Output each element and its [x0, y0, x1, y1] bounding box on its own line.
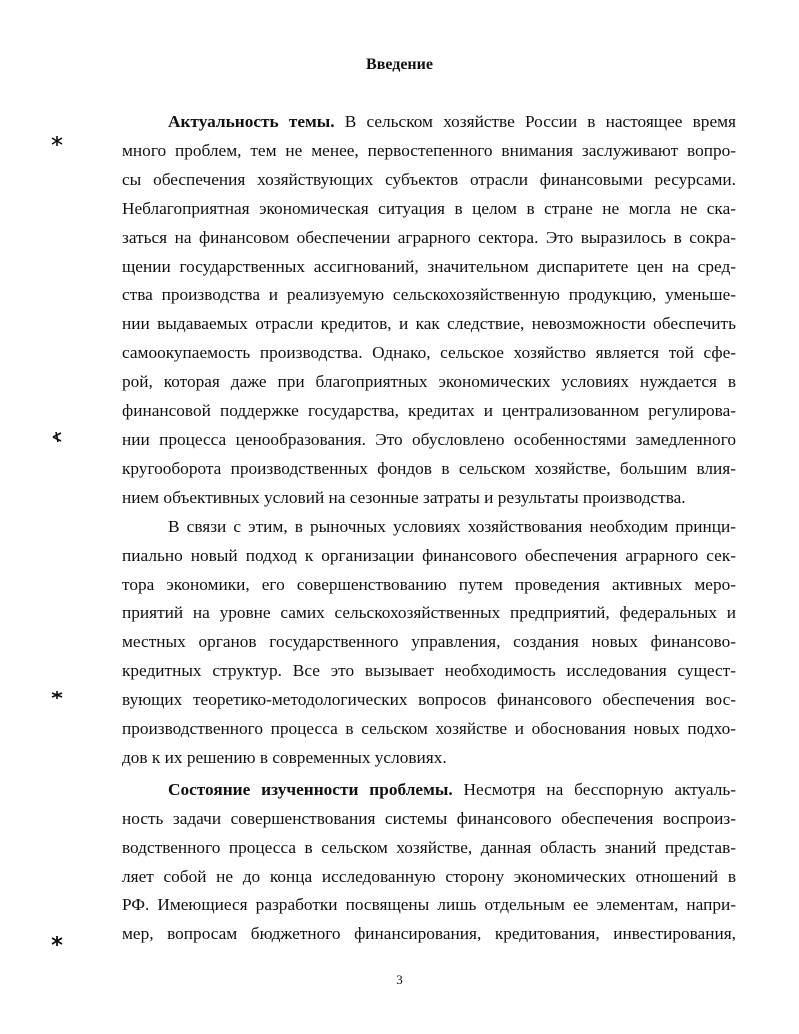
text-line: сы обеспечения хозяйствующих субъектов отрасли финансовыми ресурсами. — [122, 169, 736, 189]
text-line: дов к их решению в современных условиях. — [122, 747, 447, 767]
paragraph-research-state — [122, 776, 736, 949]
paragraph-market-conditions — [122, 513, 736, 773]
text-line: кредитных структур. Все это вызывает необходимость исследования сущест- — [122, 661, 736, 681]
asterisk-mark-icon — [50, 430, 64, 444]
asterisk-mark-icon — [50, 688, 64, 702]
text-line: нием объективных условий на сезонные затраты и результаты производства. — [122, 487, 686, 507]
text-line: Неблагоприятная экономическая ситуация в целом в стране не могла не ска- — [122, 198, 736, 218]
body-text — [122, 108, 736, 949]
text-line: В связи с этим, в рыночных условиях хозяйствования необходим принци- — [168, 516, 736, 536]
text-line: производственного процесса в сельском хозяйстве и обоснования новых подхо- — [122, 719, 736, 739]
text-line: нии процесса ценообразования. Это обусловлено особенностями замедленного — [122, 429, 736, 449]
text-line: заться на финансовом обеспечении аграрного сектора. Это выразилось в сокра- — [122, 227, 736, 247]
text-line: самоокупаемость производства. Однако, сельское хозяйство является той сфе- — [122, 343, 736, 363]
text-line: вующих теоретико-методологических вопросов финансового обеспечения вос- — [122, 690, 736, 710]
text-line: ляет собой не до конца исследованную сторону экономических отношений в — [122, 866, 736, 886]
text-line: нии выдаваемых отрасли кредитов, и как следствие, невозможности обеспечить — [122, 314, 736, 334]
text-line: много проблем, тем не менее, первостепенного внимания заслуживают вопро- — [122, 140, 736, 160]
text-line: финансовой поддержке государства, кредитах и централизованном регулирова- — [122, 401, 736, 421]
text-line: приятий на уровне самих сельскохозяйственных предприятий, федеральных и — [122, 603, 736, 623]
paragraph-relevance — [122, 108, 736, 513]
text-line: ства производства и реализуемую сельскохозяйственную продукцию, уменьше- — [122, 285, 736, 305]
text-line: мер, вопросам бюджетного финансирования, кредитования, инвестирования, — [122, 924, 736, 944]
asterisk-mark-icon — [50, 134, 64, 148]
text-line: кругооборота производственных фондов в сельском хозяйстве, большим влия- — [122, 458, 736, 478]
asterisk-mark-icon — [50, 934, 64, 948]
paragraph-lead: Актуальность темы. — [168, 112, 335, 131]
text-line: водственного процесса в сельском хозяйстве, данная область знаний представ- — [122, 837, 736, 857]
text-line: Актуальность темы. В сельском хозяйстве России в настоящее время — [168, 112, 736, 131]
text-line: щении государственных ассигнований, значительном диспаритете цен на сред- — [122, 256, 736, 276]
paragraph-lead: Состояние изученности проблемы. — [168, 779, 453, 799]
text-line: РФ. Имеющиеся разработки посвящены лишь отдельным ее элементам, напри- — [122, 895, 736, 915]
page-title: Введение — [366, 56, 433, 73]
text-line: Состояние изученности проблемы. Несмотря на бесспорную актуаль- — [168, 779, 736, 799]
text-line: тора экономики, его совершенствованию путем проведения активных меро- — [122, 574, 736, 594]
page-number: 3 — [396, 972, 403, 987]
text-line: рой, которая даже при благоприятных экономических условиях нуждается в — [122, 372, 736, 392]
text-line: местных органов государственного управления, создания новых финансово- — [122, 632, 736, 652]
text-line: ность задачи совершенствования системы финансового обеспечения воспроиз- — [122, 808, 736, 828]
text-line: пиально новый подход к организации финансового обеспечения аграрного сек- — [122, 545, 736, 565]
